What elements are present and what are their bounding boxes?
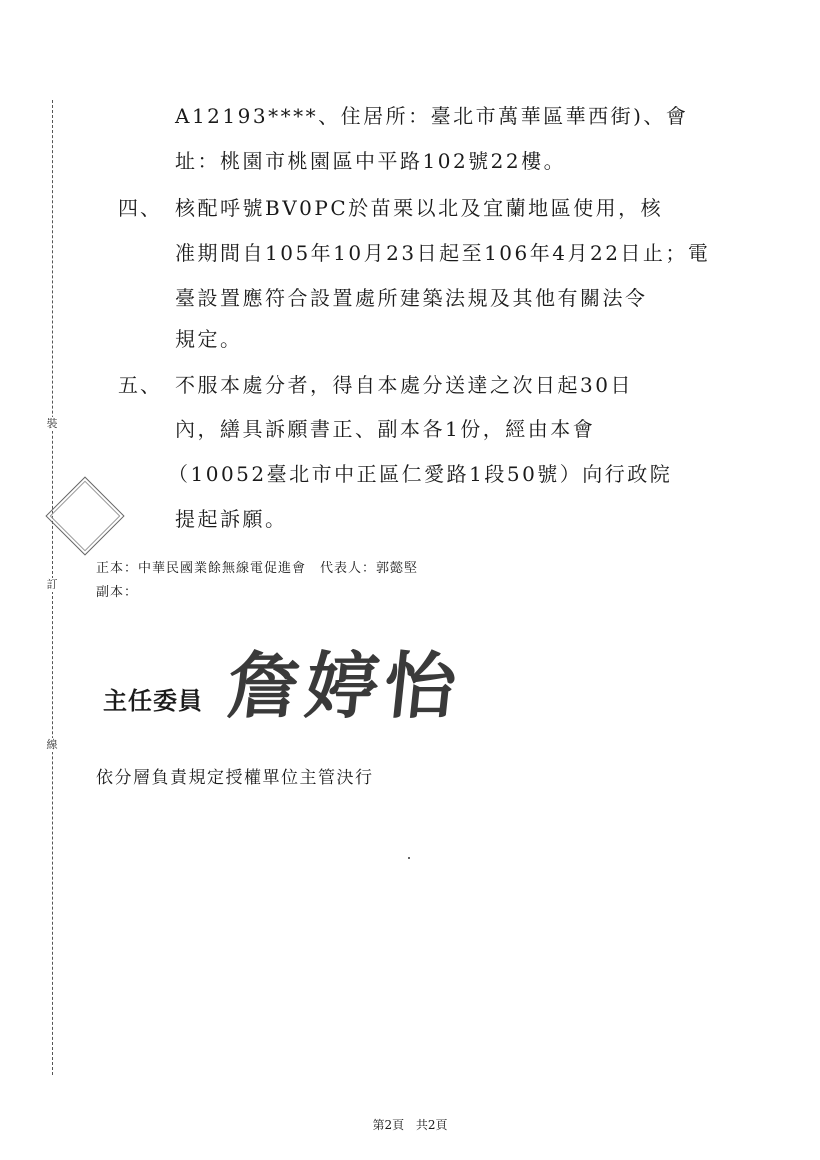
body-line-1: A12193****、住居所：臺北市萬華區華西街)、會 <box>175 104 689 128</box>
director-signature-seal: 詹婷怡 <box>223 644 467 728</box>
duplicate-copy-recipient: 副本： <box>96 585 139 600</box>
body-line-4: 准期間自105年10月23日起至106年4月22日止；電 <box>175 241 711 265</box>
page-total: 共2頁 <box>415 1118 448 1132</box>
binding-mark-zhuang: 裝 <box>44 417 60 431</box>
binding-mark-ding: 訂 <box>44 578 60 592</box>
body-line-5: 臺設置應符合設置處所建築法規及其他有關法令 <box>175 286 648 310</box>
item-5-label: 五、 <box>118 373 162 397</box>
page-footer <box>0 1116 820 1133</box>
body-line-10: 提起訴願。 <box>175 507 288 531</box>
original-copy-recipient: 正本：中華民國業餘無線電促進會 代表人：郭懿堅 <box>96 561 419 576</box>
body-line-6: 規定。 <box>175 327 243 351</box>
body-line-8: 內，繕具訴願書正、副本各1份，經由本會 <box>175 417 596 441</box>
director-title: 主任委員 <box>103 687 203 715</box>
body-line-2: 址：桃園市桃園區中平路102號22樓。 <box>175 149 567 173</box>
item-4-label: 四、 <box>118 196 162 220</box>
scan-speck <box>408 857 410 859</box>
seal-stamp <box>45 476 124 555</box>
body-line-7: 不服本處分者，得自本處分送達之次日起30日 <box>175 373 633 397</box>
delegation-note: 依分層負責規定授權單位主管決行 <box>96 768 374 788</box>
page-number: 第2頁 <box>372 1118 405 1132</box>
body-line-9: （10052臺北市中正區仁愛路1段50號）向行政院 <box>168 462 673 486</box>
binding-mark-xian: 線 <box>44 738 60 752</box>
body-line-3: 核配呼號BV0PC於苗栗以北及宜蘭地區使用，核 <box>175 196 664 220</box>
